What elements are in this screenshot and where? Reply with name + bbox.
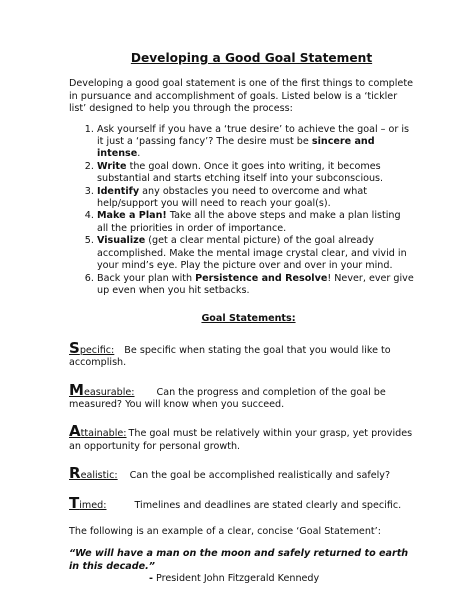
smart-attainable: Attainable: The goal must be relatively within your grasp, yet provides an opportunity for personal growth. xyxy=(69,422,413,452)
step-item: 3. Identify any obstacles you need to overcome and what help/support you will need to reach your goal(s). xyxy=(97,186,414,211)
process-steps-list xyxy=(69,124,414,298)
step-item: 2. Write the goal down. Once it goes into writing, it becomes substantial and starts etching itself into your subconscious. xyxy=(97,161,414,186)
smart-timed: Timed: Timelines and deadlines are stated clearly and specific. xyxy=(69,493,402,512)
intro-paragraph: Developing a good goal statement is one of the first things to complete in pursuance and accomplishment of goals. Listed below is a ‘tickler list’ designed to help you through the process: xyxy=(69,78,413,115)
step-item: 4. Make a Plan! Take all the above steps and make a plan listing all the priorities in order of importance. xyxy=(97,210,414,235)
smart-term: Attainable: xyxy=(69,422,127,441)
document-page xyxy=(69,52,414,586)
goal-statements-heading: Goal Statements: xyxy=(201,313,296,325)
step-item: 6. Back your plan with Persistence and Resolve! Never, ever give up even when you hit setbacks. xyxy=(97,273,414,298)
smart-term: Realistic: xyxy=(69,464,118,483)
step-item: 1. Ask yourself if you have a ‘true desire’ to achieve the goal – or is it just a ‘passing fancy’? The desire must be sincere and intense. xyxy=(97,124,414,161)
smart-term: Specific: xyxy=(69,338,115,357)
smart-term: Measurable: xyxy=(69,380,135,399)
smart-measurable: Measurable: Can the progress and completion of the goal be measured? You will know when you succeed. xyxy=(69,380,386,410)
smart-specific: Specific: Be specific when stating the goal that you would like to accomplish. xyxy=(69,338,391,369)
kennedy-quote: “We will have a man on the moon and safely returned to earth in this decade.” xyxy=(69,548,409,572)
example-intro: The following is an example of a clear, concise ‘Goal Statement’: xyxy=(69,525,381,537)
smart-term: Timed: xyxy=(69,493,107,512)
document-title: Developing a Good Goal Statement xyxy=(130,51,373,65)
smart-realistic: Realistic: Can the goal be accomplished realistically and safely? xyxy=(69,464,391,483)
quote-attribution: - President John Fitzgerald Kennedy xyxy=(149,573,320,585)
step-item: 5. Visualize (get a clear mental picture) of the goal already accomplished. Make the mental image crystal clear, and vivid in your mind’s eye. Play the picture over and over in your mind. xyxy=(97,235,414,272)
